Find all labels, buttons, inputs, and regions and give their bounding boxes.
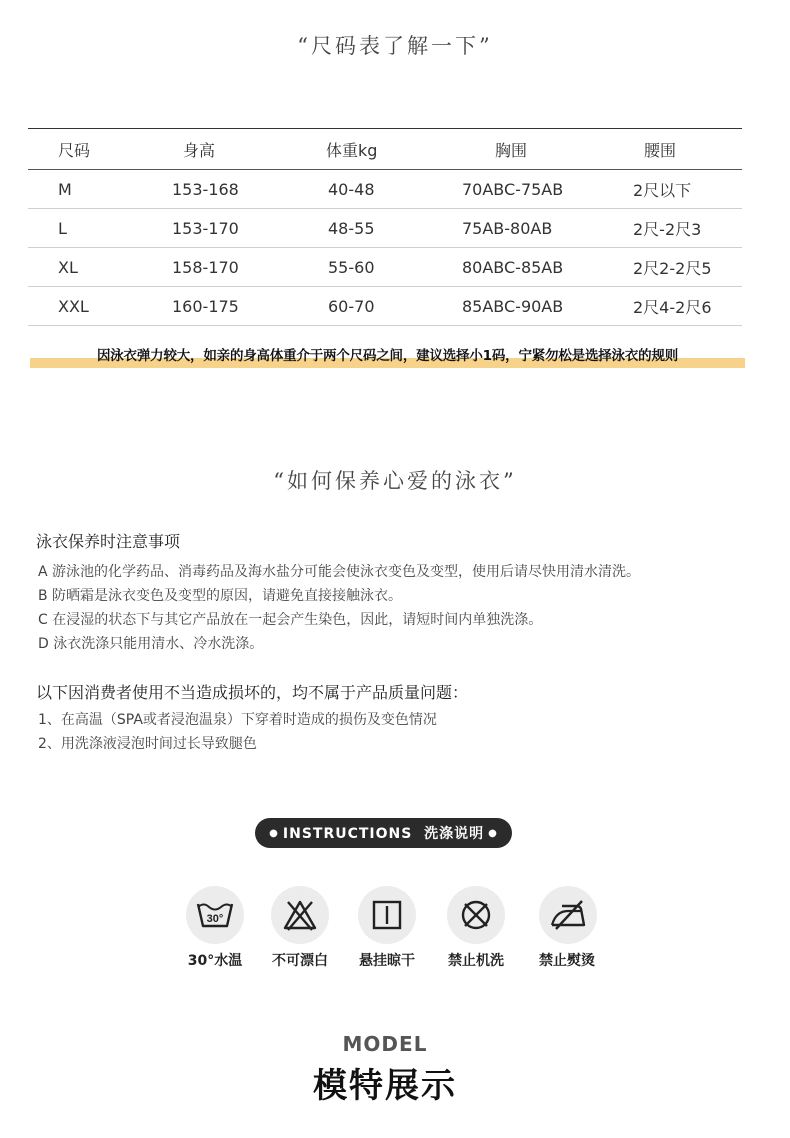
cell-height: 158-170 <box>172 257 239 277</box>
size-table <box>28 128 742 326</box>
cell-weight: 40-48 <box>328 179 375 199</box>
cell-bust: 85ABC-90AB <box>462 296 564 316</box>
cell-weight: 60-70 <box>328 296 375 316</box>
size-table-header-row <box>28 129 742 170</box>
cell-height: 160-175 <box>172 296 239 316</box>
dot-icon: ● <box>269 827 279 839</box>
cell-size: XL <box>58 257 78 277</box>
header-bust: 胸围 <box>495 140 528 160</box>
table-row <box>28 248 742 287</box>
cell-weight: 55-60 <box>328 257 375 277</box>
cell-height: 153-170 <box>172 218 239 238</box>
no-iron-icon <box>539 886 597 944</box>
table-row <box>28 209 742 248</box>
care-item: D 泳衣洗涤只能用清水、冷水洗涤。 <box>38 636 264 652</box>
cell-weight: 48-55 <box>328 218 375 238</box>
care-label-no-machine-wash: 禁止机洗 <box>448 953 504 969</box>
table-row <box>28 170 742 209</box>
size-advice-banner: 因泳衣弹力较大，如亲的身高体重介于两个尺码之间，建议选择小1码，宁紧勿松是选择泳衣的规则 <box>30 346 745 368</box>
cell-bust: 75AB-80AB <box>462 218 553 238</box>
no-machine-wash-icon <box>447 886 505 944</box>
damage-heading: 以下因消费者使用不当造成损坏的，均不属于产品质量问题： <box>36 683 469 702</box>
cell-bust: 80ABC-85AB <box>462 257 564 277</box>
care-item: A 游泳池的化学药品、消毒药品及海水盐分可能会使泳衣变色及变型，使用后请尽快用清水清洗。 <box>38 564 641 580</box>
dot-icon: ● <box>488 827 498 839</box>
damage-item: 1、在高温（SPA或者浸泡温泉）下穿着时造成的损伤及变色情况 <box>38 712 437 728</box>
instructions-badge <box>255 818 512 848</box>
header-size: 尺码 <box>58 140 91 160</box>
care-label-no-iron: 禁止熨烫 <box>539 953 595 969</box>
header-height: 身高 <box>183 140 216 160</box>
cell-waist: 2尺以下 <box>633 180 692 200</box>
cell-waist: 2尺2-2尺5 <box>633 258 712 278</box>
header-waist: 腰围 <box>644 140 677 160</box>
care-item: B 防晒霜是泳衣变色及变型的原因，请避免直接接触泳衣。 <box>38 588 403 604</box>
care-label-no-bleach: 不可漂白 <box>272 953 328 969</box>
care-item: C 在浸湿的状态下与其它产品放在一起会产生染色，因此，请短时间内单独洗涤。 <box>38 612 543 628</box>
care-label-wash-30: 30°水温 <box>187 953 243 969</box>
instructions-label: INSTRUCTIONS 洗涤说明 <box>282 826 485 842</box>
care-heading: 泳衣保养时注意事项 <box>36 532 181 551</box>
hang-dry-icon <box>358 886 416 944</box>
wash-30-icon <box>186 886 244 944</box>
care-label-hang-dry: 悬挂晾干 <box>359 953 415 969</box>
size-chart-title: “尺码表了解一下” <box>297 34 493 58</box>
damage-item: 2、用洗涤液浸泡时间过长导致腿色 <box>38 736 257 752</box>
cell-size: M <box>58 179 72 199</box>
cell-bust: 70ABC-75AB <box>462 179 564 199</box>
wash-30-glyph: 30° <box>206 913 224 925</box>
model-heading-cn: 模特展示 <box>313 1066 457 1106</box>
cell-height: 153-168 <box>172 179 239 199</box>
model-heading-en: MODEL <box>342 1032 428 1056</box>
cell-waist: 2尺4-2尺6 <box>633 297 712 317</box>
table-row <box>28 287 742 326</box>
cell-waist: 2尺-2尺3 <box>633 219 702 239</box>
cell-size: XXL <box>58 296 89 316</box>
header-weight: 体重kg <box>326 140 378 160</box>
no-bleach-icon <box>271 886 329 944</box>
care-title: “如何保养心爱的泳衣” <box>273 469 517 493</box>
cell-size: L <box>58 218 67 238</box>
